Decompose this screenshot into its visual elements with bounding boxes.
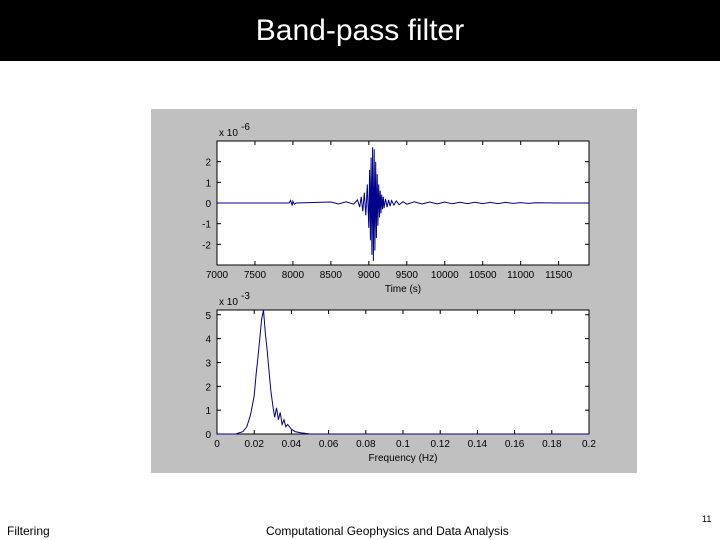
x-tick-label: 0.1 <box>396 439 410 450</box>
y-tick-label: 4 <box>205 334 211 346</box>
axis-multiplier-exponent: -6 <box>241 122 250 133</box>
x-tick-label: 11500 <box>545 270 573 281</box>
y-tick-label: 3 <box>205 358 211 370</box>
y-tick-label: -2 <box>202 240 211 252</box>
x-tick-label: 0.2 <box>582 439 596 450</box>
x-tick-label: 9000 <box>357 270 380 281</box>
x-tick-label: 8000 <box>281 270 305 281</box>
y-tick-label: 0 <box>205 199 211 210</box>
x-tick-label: 0.04 <box>281 439 302 450</box>
y-tick-label: 2 <box>205 157 211 169</box>
footer-course: Computational Geophysics and Data Analysis <box>266 524 509 538</box>
y-tick-label: 1 <box>205 178 211 190</box>
y-tick-label: 1 <box>205 406 211 418</box>
x-tick-label: 11000 <box>507 270 535 281</box>
footer-topic: Filtering <box>7 524 50 538</box>
x-tick-label: 10000 <box>430 270 459 281</box>
x-tick-label: 0.16 <box>504 439 525 450</box>
x-tick-label: 0.06 <box>318 439 339 450</box>
axis-multiplier-exponent: -3 <box>241 291 250 302</box>
x-tick-label: 0.14 <box>467 439 488 450</box>
x-tick-label: 0.02 <box>244 439 264 450</box>
y-tick-label: -1 <box>202 219 211 231</box>
y-tick-label: 0 <box>205 430 211 441</box>
x-tick-label: 7500 <box>243 270 267 281</box>
x-axis-label: Frequency (Hz) <box>368 453 438 464</box>
x-tick-label: 8500 <box>319 270 343 281</box>
axes-box-2 <box>217 310 589 434</box>
y-tick-label: 2 <box>205 382 211 394</box>
slide-title-bar <box>0 0 720 61</box>
page-number: 11 <box>702 514 712 524</box>
y-tick-label: 5 <box>205 310 211 322</box>
axis-multiplier-label: x 10 <box>219 128 238 139</box>
x-tick-label: 0.12 <box>430 439 450 450</box>
slide-title: Band-pass filter <box>255 14 465 47</box>
x-tick-label: 0.08 <box>356 439 376 450</box>
x-tick-label: 10500 <box>468 270 497 281</box>
figure-panel <box>151 109 637 473</box>
x-tick-label: 0.18 <box>542 439 562 450</box>
x-tick-label: 0 <box>214 439 220 450</box>
x-axis-label: Time (s) <box>384 284 422 295</box>
x-tick-label: 7000 <box>205 270 229 281</box>
axis-multiplier-label: x 10 <box>219 297 238 308</box>
plots-svg <box>151 109 637 473</box>
x-tick-label: 9500 <box>395 270 418 281</box>
